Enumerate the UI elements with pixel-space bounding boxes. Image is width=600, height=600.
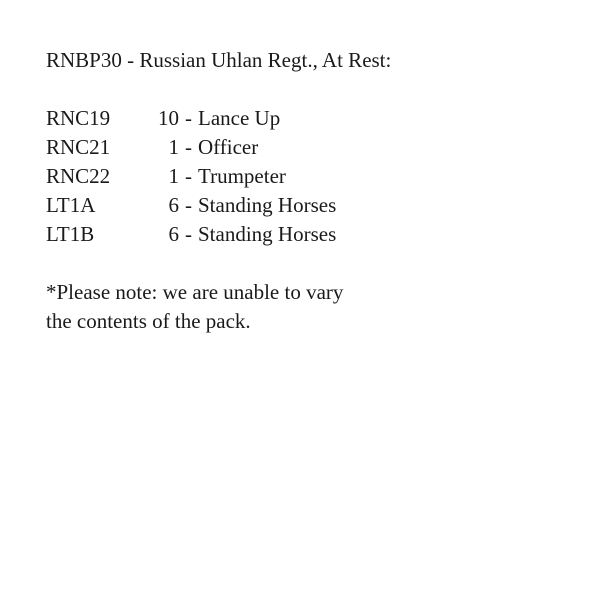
pack-contents-list (46, 104, 566, 249)
list-item (46, 133, 566, 162)
item-separator: - (185, 193, 192, 217)
list-item (46, 104, 566, 133)
item-description: Trumpeter (198, 164, 286, 188)
item-quantity: 10 (158, 106, 179, 130)
item-separator: - (185, 222, 192, 246)
pack-note: *Please note: we are unable to vary the contents of the pack. (46, 280, 344, 333)
list-item (46, 220, 566, 249)
item-quantity: 1 (168, 164, 179, 188)
item-description: Standing Horses (198, 193, 337, 217)
item-quantity: 6 (168, 222, 179, 246)
list-item (46, 191, 566, 220)
pack-title: RNBP30 - Russian Uhlan Regt., At Rest: (46, 48, 392, 72)
item-code: RNC21 (46, 135, 111, 159)
item-description: Officer (198, 135, 259, 159)
list-item (46, 162, 566, 191)
item-separator: - (185, 106, 192, 130)
item-code: RNC22 (46, 164, 111, 188)
item-quantity: 6 (168, 193, 179, 217)
item-description: Standing Horses (198, 222, 337, 246)
item-code: LT1A (46, 193, 96, 217)
item-quantity: 1 (168, 135, 179, 159)
item-code: RNC19 (46, 106, 111, 130)
item-separator: - (185, 135, 192, 159)
item-description: Lance Up (198, 106, 281, 130)
item-code: LT1B (46, 222, 95, 246)
item-separator: - (185, 164, 192, 188)
pack-description (46, 46, 566, 336)
